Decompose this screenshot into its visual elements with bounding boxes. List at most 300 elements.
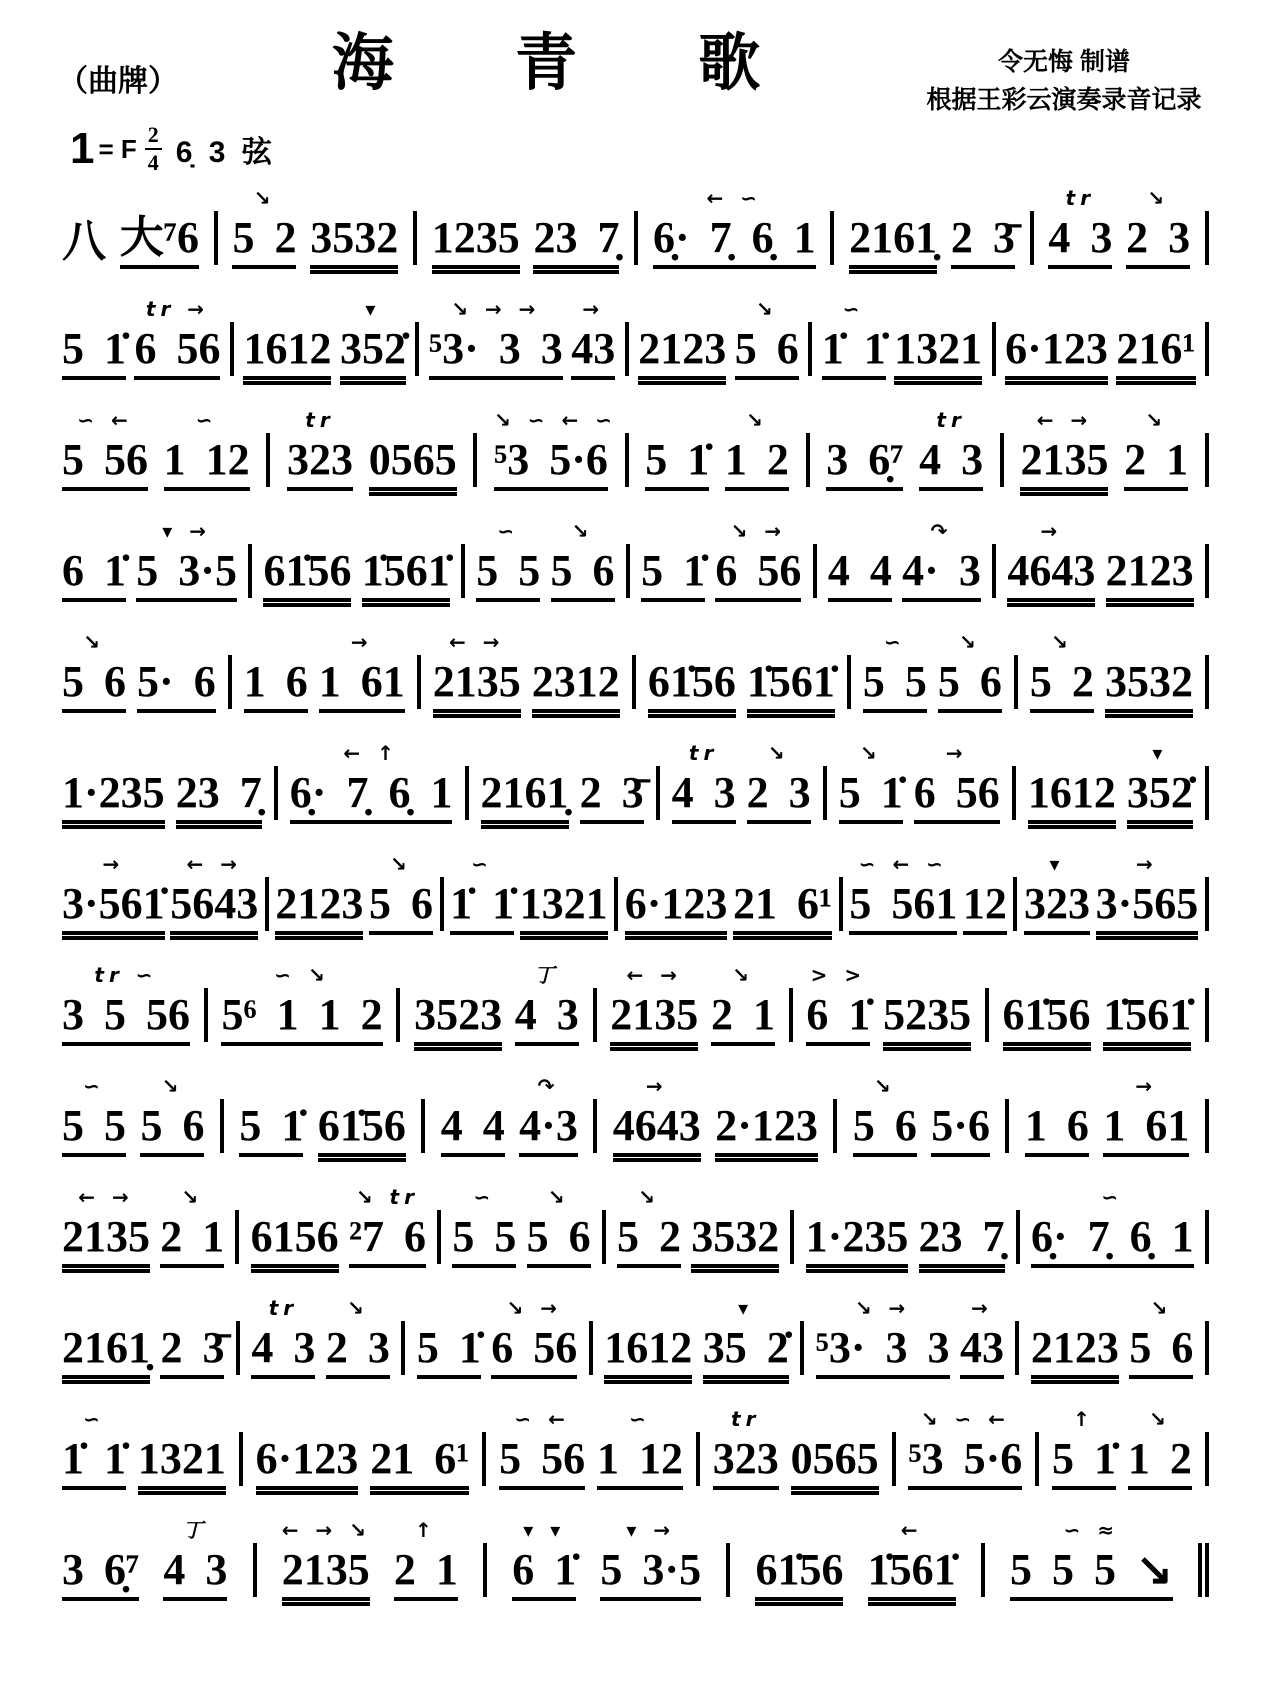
note-digits: 6̣· 7̣ 6̣ 1 xyxy=(290,771,453,824)
note-group xyxy=(243,657,308,713)
note-digits: 61̇56 xyxy=(1003,993,1091,1046)
note-digits: 5 6 xyxy=(551,549,615,602)
barline xyxy=(1205,322,1209,376)
note-digits: 1·235 xyxy=(62,771,165,824)
music-line xyxy=(58,179,1214,290)
ornament-marks: ← → xyxy=(78,1185,134,1209)
barline xyxy=(813,544,817,598)
note-digits: 3523 xyxy=(414,993,502,1046)
ornament-marks: tr → xyxy=(145,297,210,321)
barline xyxy=(415,322,419,376)
note-digits: 4 4 xyxy=(441,1104,505,1157)
music-line xyxy=(58,1178,1214,1289)
ornament-marks: 丁 xyxy=(534,963,560,987)
note-digits: 2·123 xyxy=(715,1104,818,1157)
note-group xyxy=(913,741,1000,824)
note-group xyxy=(902,519,981,602)
time-beats: 2 xyxy=(145,124,162,150)
note-group xyxy=(255,1434,359,1490)
note-group xyxy=(862,630,927,713)
note-group xyxy=(950,213,1015,269)
note-digits: 5 6 xyxy=(938,660,1002,713)
note-group xyxy=(519,879,608,935)
note-digits: ⁵3· 3 3 xyxy=(816,1326,950,1379)
note-digits: 5 1̇ xyxy=(417,1326,481,1379)
barline xyxy=(656,766,660,820)
note-group xyxy=(1024,1101,1089,1157)
note-digits: 1612 xyxy=(604,1326,692,1379)
note-group xyxy=(894,324,983,380)
barline xyxy=(1000,433,1004,487)
note-digits: 4 3 xyxy=(251,1326,315,1379)
note-group xyxy=(790,1434,879,1490)
note-digits: 2 1 xyxy=(1124,438,1188,491)
note-group xyxy=(579,768,644,824)
note-group xyxy=(440,1101,505,1157)
note-digits: 5 56 xyxy=(62,438,148,491)
note-digits: 2 3 xyxy=(1126,216,1190,269)
music-line xyxy=(58,956,1214,1067)
note-group xyxy=(1095,852,1199,935)
note-group xyxy=(368,852,433,935)
ornament-marks: ∽ xyxy=(83,1407,105,1431)
note-digits: 61̇56 xyxy=(648,660,736,713)
ornament-marks: ↘ xyxy=(547,1185,570,1209)
ornament-marks: ↘ → xyxy=(854,1296,911,1320)
note-group xyxy=(432,630,521,713)
ornament-marks: ↘ xyxy=(1145,408,1168,432)
note-digits: 2 1 xyxy=(394,1548,458,1601)
barline xyxy=(833,1099,837,1153)
barline xyxy=(482,1432,486,1486)
note-group xyxy=(239,1101,304,1157)
note-group xyxy=(647,657,736,713)
music-line xyxy=(58,401,1214,512)
note-digits: 1 61 xyxy=(1103,1104,1189,1157)
barline xyxy=(461,544,465,598)
note-group xyxy=(232,186,297,269)
note-digits: 2161̣ xyxy=(849,216,937,269)
note-group xyxy=(1030,1323,1119,1379)
note-group xyxy=(918,1212,1005,1268)
note-digits: 61̇56 xyxy=(263,549,351,602)
note-digits: 4643 xyxy=(1007,549,1095,602)
note-group xyxy=(724,408,789,491)
note-group xyxy=(919,408,984,491)
ornament-marks: ← → xyxy=(1036,408,1093,432)
note-digits: 2161̣ xyxy=(481,771,569,824)
ornament-marks: ↘ xyxy=(959,630,981,654)
note-digits: 2135 xyxy=(610,993,698,1046)
barline xyxy=(239,1432,243,1486)
note-digits: 1 6 xyxy=(1025,1104,1089,1157)
barline xyxy=(274,766,278,820)
ornament-marks: ← → xyxy=(626,963,682,987)
music-line xyxy=(58,734,1214,845)
barline xyxy=(981,1543,985,1597)
ornament-marks: tr xyxy=(731,1407,761,1431)
note-digits: 5 6 xyxy=(1129,1326,1193,1379)
barline xyxy=(800,1321,804,1375)
ornament-marks: ▾ → xyxy=(162,519,211,543)
note-group xyxy=(62,1407,126,1490)
note-group xyxy=(533,213,620,269)
note-group xyxy=(170,852,259,935)
note-group xyxy=(715,1101,818,1157)
ornament-marks: ↘ xyxy=(1051,630,1073,654)
barline xyxy=(413,211,417,265)
barline xyxy=(830,211,834,265)
ornament-marks: > > xyxy=(810,963,867,987)
note-group xyxy=(1020,408,1109,491)
note-group xyxy=(263,546,352,602)
note-group xyxy=(733,879,833,935)
barline xyxy=(1012,766,1016,820)
note-digits: 5 1̇ xyxy=(1052,1437,1116,1490)
note-digits: 2135 xyxy=(1020,438,1108,491)
barline xyxy=(1205,1099,1209,1153)
key-mode: = F xyxy=(98,133,137,164)
note-group xyxy=(746,741,811,824)
note-digits: 1612 xyxy=(1028,771,1116,824)
barline xyxy=(1205,1321,1209,1375)
note-digits: 1̇561̇ xyxy=(1103,993,1191,1046)
barline xyxy=(1205,988,1209,1042)
note-group xyxy=(827,546,892,602)
music-lines xyxy=(58,179,1214,1622)
note-digits: 5 2 xyxy=(1030,660,1094,713)
ornament-marks: ← ↑ xyxy=(343,741,399,765)
note-digits: 3532 xyxy=(691,1215,779,1268)
note-group xyxy=(339,297,406,380)
ornament-marks: 丁 xyxy=(182,1518,208,1542)
note-digits: 0565 xyxy=(369,438,457,491)
note-digits: 5 1̇ xyxy=(641,549,705,602)
ornament-marks: ← ∽ xyxy=(706,186,763,210)
note-digits: 5 5 xyxy=(452,1215,516,1268)
note-digits: 21 6¹ xyxy=(733,882,832,935)
barline xyxy=(235,1210,239,1264)
note-group xyxy=(1103,990,1192,1046)
barline xyxy=(696,1432,700,1486)
note-group xyxy=(519,1074,578,1157)
note-digits: 6·123 xyxy=(1005,327,1108,380)
note-group xyxy=(600,1518,702,1601)
note-digits: 6 56 xyxy=(715,549,801,602)
note-digits: 2161̣ xyxy=(62,1326,150,1379)
note-group xyxy=(368,435,457,491)
note-digits: 5 3·5 xyxy=(136,549,237,602)
barline xyxy=(1035,1432,1039,1486)
barline xyxy=(1205,211,1209,265)
barline xyxy=(726,1543,730,1597)
note-digits: 2 3 xyxy=(326,1326,390,1379)
music-line xyxy=(58,1067,1214,1178)
note-group xyxy=(908,1407,1023,1490)
note-group xyxy=(175,768,262,824)
note-group xyxy=(289,741,453,824)
note-digits: 21 6¹ xyxy=(370,1437,469,1490)
ornament-marks: ∽ ← xyxy=(77,408,133,432)
note-group xyxy=(645,435,710,491)
barline xyxy=(1205,655,1209,709)
barline xyxy=(465,766,469,820)
barline xyxy=(985,988,989,1042)
ornament-marks: ↘ xyxy=(83,630,105,654)
note-digits: 2 1 xyxy=(160,1215,224,1268)
note-group xyxy=(499,1407,586,1490)
ornament-marks: ↘ xyxy=(253,186,276,210)
note-digits: 23 7̣ xyxy=(533,216,619,269)
note-digits: 43 xyxy=(571,327,615,380)
note-group xyxy=(617,1185,682,1268)
ornament-marks: tr xyxy=(936,408,966,432)
note-digits: 大⁷6 xyxy=(120,216,199,269)
note-group xyxy=(1126,186,1191,269)
note-group xyxy=(221,963,383,1046)
barline xyxy=(228,655,232,709)
note-group xyxy=(136,519,237,602)
note-digits: 6 56 xyxy=(914,771,1000,824)
music-line xyxy=(58,1289,1214,1400)
time-unit: 4 xyxy=(147,150,159,175)
note-digits: ⁵3 5·6 xyxy=(908,1437,1022,1490)
note-digits: 1321 xyxy=(894,327,982,380)
barline xyxy=(892,1432,896,1486)
note-digits: 1 2 xyxy=(1128,1437,1192,1490)
note-digits: 5·6 xyxy=(931,1104,990,1157)
barline xyxy=(823,766,827,820)
note-group xyxy=(480,768,569,824)
note-digits: 2 3̄ xyxy=(160,1326,224,1379)
note-group xyxy=(62,1323,150,1379)
note-group xyxy=(959,1296,1004,1379)
note-group xyxy=(526,1185,591,1268)
barline xyxy=(214,211,218,265)
ornament-marks: ↘ xyxy=(755,297,778,321)
note-digits: 5 5 xyxy=(476,549,540,602)
note-group xyxy=(838,741,903,824)
note-group xyxy=(734,297,799,380)
note-digits: 6·123 xyxy=(256,1437,359,1490)
credit-transcriber: 令无悔 制谱 xyxy=(998,48,1130,76)
note-group xyxy=(134,297,221,380)
note-group xyxy=(514,963,579,1046)
music-line xyxy=(58,1400,1214,1511)
barline xyxy=(266,433,270,487)
note-group xyxy=(652,186,816,269)
note-group xyxy=(450,852,515,935)
note-group xyxy=(1124,408,1189,491)
barline xyxy=(789,988,793,1042)
barline xyxy=(1030,211,1034,265)
ornament-marks: ↘ xyxy=(1149,1407,1171,1431)
ornament-marks: ∽ xyxy=(1101,1185,1124,1209)
time-signature xyxy=(145,124,162,174)
note-digits: 6̣· 7̣ 6̣ 1 xyxy=(653,216,816,269)
note-group xyxy=(163,408,250,491)
barline xyxy=(437,1210,441,1264)
note-group xyxy=(431,213,520,269)
ornament-marks: → xyxy=(1136,852,1158,876)
ornament-marks: ∽ ← ∽ xyxy=(858,852,948,876)
barline xyxy=(602,1210,606,1264)
barline xyxy=(632,655,636,709)
note-digits: 1321 xyxy=(520,882,608,935)
note-group xyxy=(712,1407,779,1490)
note-digits: 5 3·5 xyxy=(600,1548,701,1601)
note-digits: 2 3 xyxy=(747,771,811,824)
note-digits: 5 6 xyxy=(527,1215,591,1268)
ornament-marks: ↘ xyxy=(746,408,768,432)
note-digits: 323 xyxy=(713,1437,779,1490)
note-group xyxy=(746,657,835,713)
note-digits: 5· 6 xyxy=(137,660,216,713)
note-digits: 5 1̇ xyxy=(839,771,903,824)
note-group xyxy=(137,1434,226,1490)
ornament-marks: ↘ xyxy=(571,519,594,543)
note-digits: 2135 xyxy=(282,1548,370,1601)
note-group xyxy=(494,408,617,491)
barline xyxy=(220,1099,224,1153)
note-group xyxy=(702,1296,789,1379)
note-digits: 6156 xyxy=(251,1215,339,1268)
note-group xyxy=(491,1296,578,1379)
ornament-marks: ∽ xyxy=(83,1074,105,1098)
note-digits: 1 6 xyxy=(244,660,308,713)
barline xyxy=(625,322,629,376)
note-digits: 1̇ 1̇ xyxy=(822,327,886,380)
note-group xyxy=(62,1545,140,1601)
barline xyxy=(614,877,618,931)
barline xyxy=(236,1321,240,1375)
note-group xyxy=(62,768,165,824)
note-digits: 23 7̣ xyxy=(919,1215,1005,1268)
note-group xyxy=(624,879,728,935)
note-group xyxy=(550,519,615,602)
note-digits: 4· 3 xyxy=(902,549,981,602)
note-group xyxy=(428,297,563,380)
note-digits: 23 7̣ xyxy=(176,771,262,824)
barline xyxy=(1013,877,1017,931)
ornament-marks: ↘ xyxy=(859,741,882,765)
note-digits: 2135 xyxy=(433,660,521,713)
note-digits: 6 1̇ xyxy=(512,1548,576,1601)
note-digits: 12 xyxy=(963,882,1007,935)
note-digits: 5 6 xyxy=(735,327,799,380)
note-group xyxy=(815,1296,950,1379)
note-group xyxy=(1030,1185,1194,1268)
note-group xyxy=(62,852,165,935)
ornament-marks: ∽ ← xyxy=(514,1407,570,1431)
ornament-marks: → xyxy=(1040,519,1063,543)
barline xyxy=(839,877,843,931)
credit-source: 根据王彩云演奏录音记录 xyxy=(926,85,1202,114)
barline xyxy=(1205,1210,1209,1264)
note-group xyxy=(416,1323,481,1379)
note-digits: 5 6 xyxy=(369,882,433,935)
note-group xyxy=(715,519,802,602)
note-group xyxy=(476,519,541,602)
note-group xyxy=(62,963,190,1046)
barline xyxy=(1205,544,1209,598)
note-digits: 216¹ xyxy=(1116,327,1195,380)
note-group xyxy=(62,1185,150,1268)
note-group xyxy=(1027,768,1116,824)
barline xyxy=(417,655,421,709)
note-digits: 6 1̇ xyxy=(62,549,126,602)
ornament-marks: ↑ xyxy=(1073,1407,1095,1431)
note-digits: 1̇561̇ xyxy=(747,660,835,713)
note-digits: 5⁶ 1 1 2 xyxy=(221,993,382,1046)
note-group xyxy=(310,213,399,269)
credits xyxy=(914,30,1214,119)
barline xyxy=(401,1321,405,1375)
barline xyxy=(473,433,477,487)
ornament-marks: → xyxy=(350,630,373,654)
note-group xyxy=(604,1323,693,1379)
note-group xyxy=(962,879,1007,935)
note-digits: 3 6̣⁷ xyxy=(826,438,903,491)
note-group xyxy=(1129,1296,1194,1379)
note-digits: 0565 xyxy=(791,1437,879,1490)
note-digits: 5 6 xyxy=(140,1104,204,1157)
note-group xyxy=(867,1518,956,1601)
barline xyxy=(421,1099,425,1153)
barline xyxy=(483,1543,487,1597)
note-digits: 1̇ 1̇ xyxy=(450,882,514,935)
barline xyxy=(806,433,810,487)
barline xyxy=(992,322,996,376)
note-group xyxy=(1009,1518,1173,1601)
note-group xyxy=(318,630,405,713)
barline xyxy=(589,1321,593,1375)
note-digits: 1 12 xyxy=(164,438,250,491)
note-digits: 1·235 xyxy=(806,1215,909,1268)
page-title: 海 青 歌 xyxy=(331,29,813,98)
ornament-marks: → xyxy=(102,852,125,876)
note-digits: 5 6 xyxy=(62,660,126,713)
note-digits: 323 xyxy=(287,438,353,491)
note-group xyxy=(160,1185,225,1268)
note-group xyxy=(281,1518,371,1601)
music-line xyxy=(58,290,1214,401)
barline xyxy=(625,433,629,487)
note-digits: 323 xyxy=(1024,882,1090,935)
note-digits: 2 3̄ xyxy=(951,216,1015,269)
note-digits: 4 3 xyxy=(919,438,983,491)
note-group xyxy=(826,435,904,491)
ornament-marks: ∽ ↘ xyxy=(274,963,330,987)
note-digits: 2123 xyxy=(1106,549,1194,602)
ornament-marks: ↷ xyxy=(537,1074,560,1098)
note-group xyxy=(1048,186,1113,269)
note-digits: 5 2 xyxy=(232,216,296,269)
note-digits: 61̇56 xyxy=(318,1104,406,1157)
ornament-marks: → xyxy=(1135,1074,1158,1098)
barline xyxy=(992,544,996,598)
ornament-marks: ∽ xyxy=(629,1407,651,1431)
note-digits: 6 56 xyxy=(491,1326,577,1379)
ornament-marks: ∽ xyxy=(473,1185,496,1209)
barline xyxy=(1205,1432,1209,1486)
ornament-marks: ↘ xyxy=(1150,1296,1173,1320)
note-group xyxy=(317,1101,406,1157)
note-group xyxy=(531,657,620,713)
ornament-marks: → xyxy=(582,297,605,321)
note-digits: 2312 xyxy=(532,660,620,713)
ornament-marks: ∽ xyxy=(883,630,906,654)
